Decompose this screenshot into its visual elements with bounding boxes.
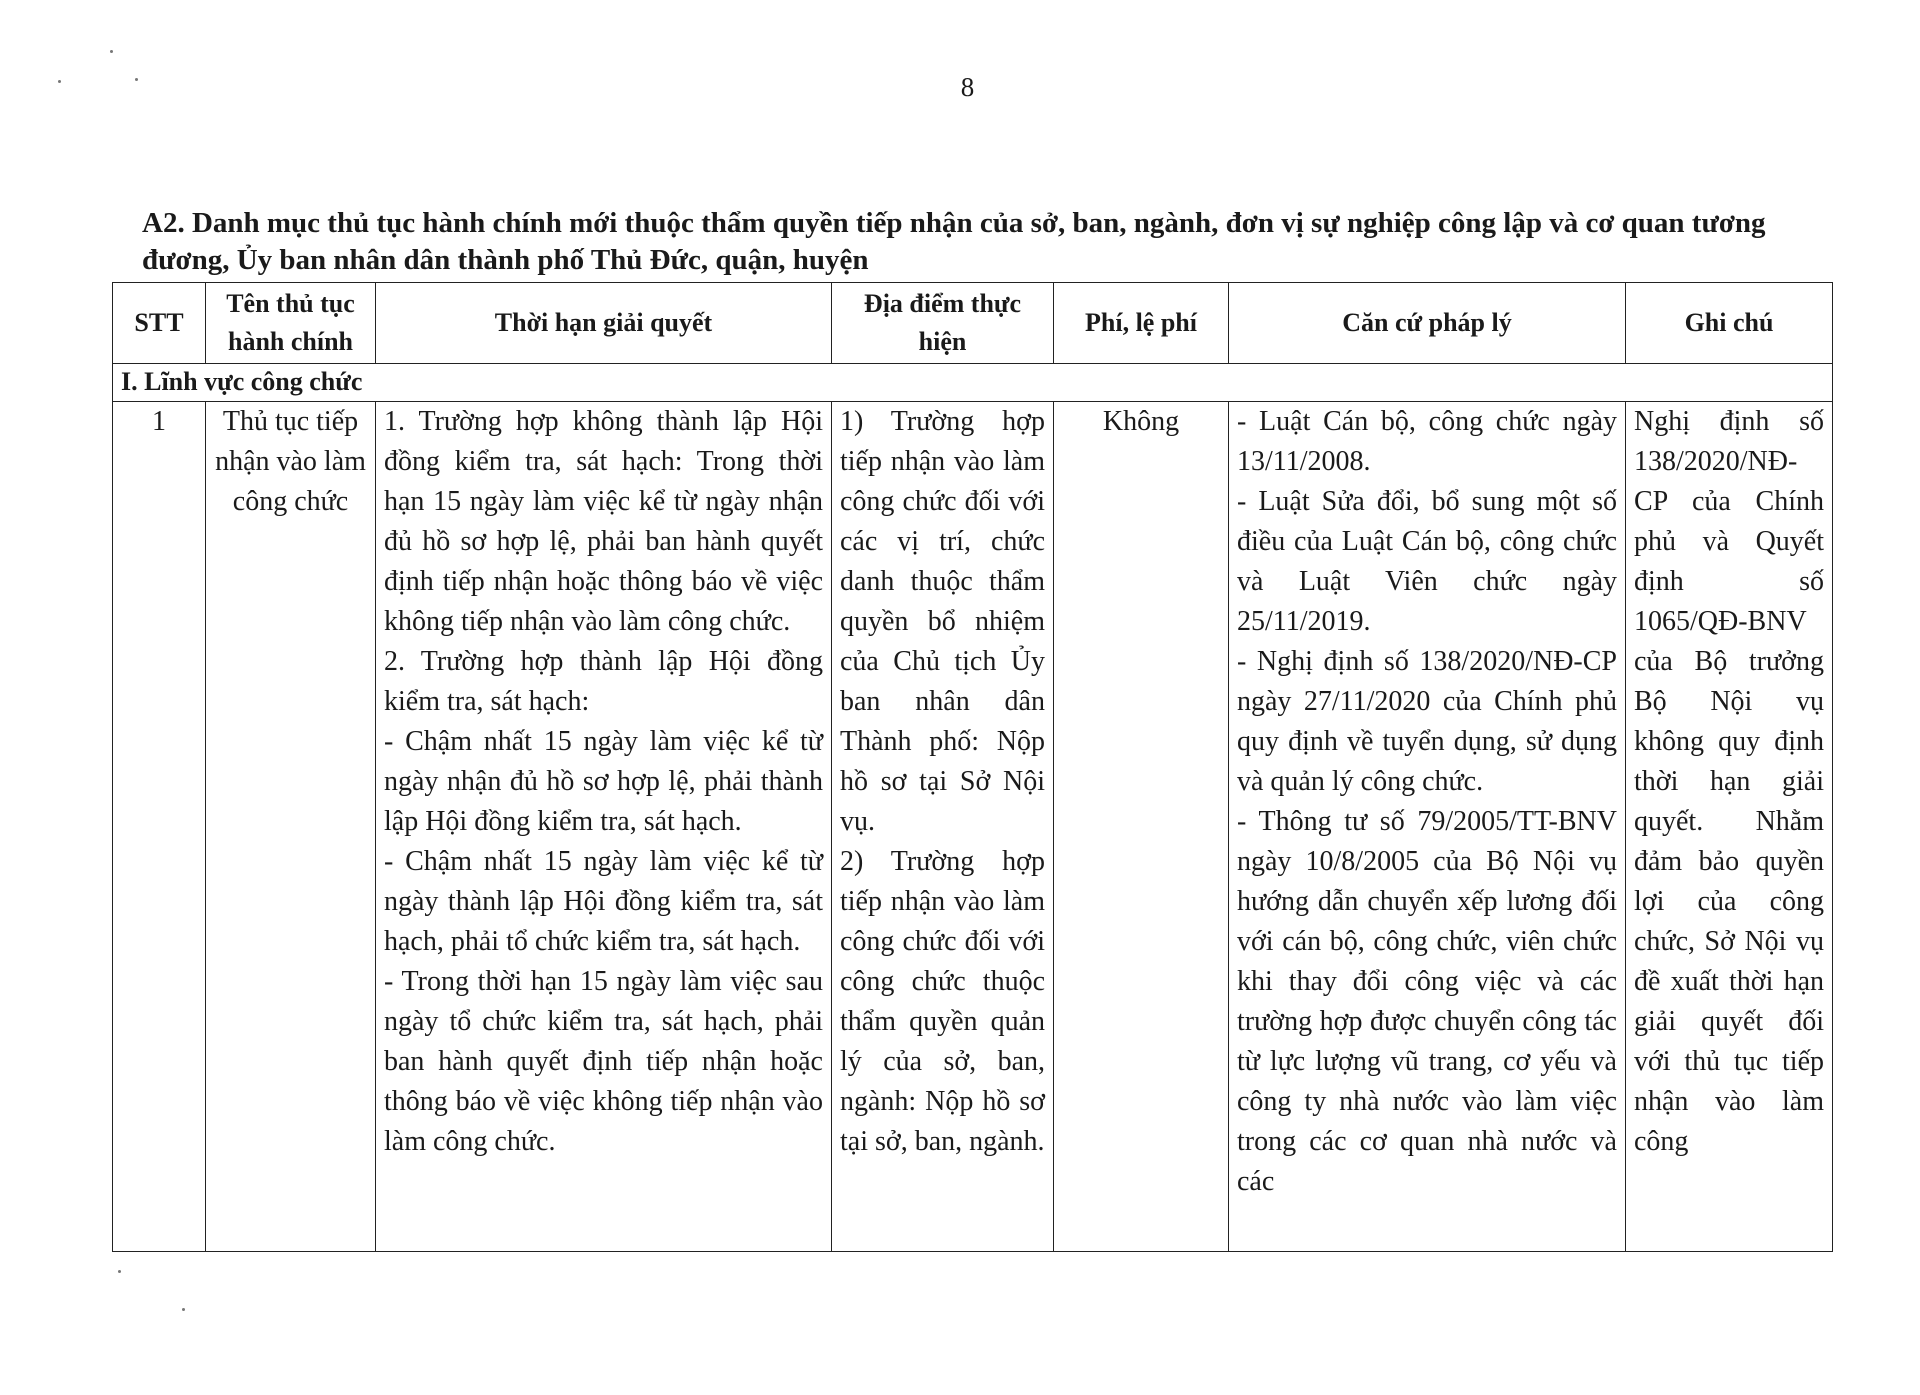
scan-speck	[182, 1308, 185, 1311]
can-cu-paragraph: - Thông tư số 79/2005/TT-BNV ngày 10/8/2005 của Bộ Nội vụ hướng dẫn chuyển xếp lương đối với cán bộ, công chức, viên chức khi thay đổi công việc và các trường hợp được chuyển công tác từ lực lượng vũ trang, cơ yếu và công ty nhà nước vào làm việc trong các cơ quan nhà nước và các	[1237, 806, 1617, 1197]
header-dia-diem: Địa điểm thực hiện	[832, 283, 1054, 364]
thoi-han-paragraph: - Trong thời hạn 15 ngày làm việc sau ngày tổ chức kiểm tra, sát hạch, phải ban hành quyết định tiếp nhận hoặc thông báo về việc không tiếp nhận vào làm công chức.	[384, 966, 823, 1157]
scan-speck	[110, 50, 113, 53]
cell-dia-diem	[832, 402, 1054, 1252]
dia-diem-paragraph: 1) Trường hợp tiếp nhận vào làm công chức đối với các vị trí, chức danh thuộc thẩm quyền bổ nhiệm của Chủ tịch Ủy ban nhân dân Thành phố: Nộp hồ sơ tại Sở Nội vụ.	[840, 406, 1045, 837]
table-row	[113, 402, 1833, 1252]
scan-speck	[58, 80, 61, 83]
header-phi-le-phi: Phí, lệ phí	[1054, 283, 1229, 364]
thoi-han-paragraph: - Chậm nhất 15 ngày làm việc kể từ ngày nhận đủ hồ sơ hợp lệ, phải thành lập Hội đồng kiểm tra, sát hạch.	[384, 726, 823, 837]
dia-diem-paragraph: 2) Trường hợp tiếp nhận vào làm công chức đối với công chức thuộc thẩm quyền quản lý của sở, ban, ngành: Nộp hồ sơ tại sở, ban, ngành.	[840, 846, 1045, 1157]
cell-ten-thu-tuc: Thủ tục tiếp nhận vào làm công chức	[206, 402, 376, 1252]
scan-speck	[118, 1270, 121, 1273]
header-can-cu-phap-ly: Căn cứ pháp lý	[1229, 283, 1626, 364]
header-ghi-chu: Ghi chú	[1626, 283, 1833, 364]
scan-speck	[135, 78, 138, 81]
can-cu-paragraph: - Luật Cán bộ, công chức ngày 13/11/2008.	[1237, 406, 1617, 477]
page-number: 8	[960, 72, 975, 102]
section-row	[113, 364, 1833, 402]
cell-phi-le-phi: Không	[1054, 402, 1229, 1252]
section-label: I. Lĩnh vực công chức	[113, 364, 1833, 402]
cell-ghi-chu: Nghị định số 138/2020/NĐ-CP của Chính phủ và Quyết định số 1065/QĐ-BNV của Bộ trưởng Bộ Nội vụ không quy định thời hạn giải quyết. Nhằm đảm bảo quyền lợi của công chức, Sở Nội vụ đề xuất thời hạn giải quyết đối với thủ tục tiếp nhận vào làm công	[1626, 402, 1833, 1252]
section-title: A2. Danh mục thủ tục hành chính mới thuộc thẩm quyền tiếp nhận của sở, ban, ngành, đơn vị sự nghiệp công lập và cơ quan tương đương, Ủy ban nhân dân thành phố Thủ Đức, quận, huyện	[142, 207, 1766, 276]
header-ten-thu-tuc: Tên thủ tục hành chính	[206, 283, 376, 364]
can-cu-paragraph: - Luật Sửa đổi, bổ sung một số điều của Luật Cán bộ, công chức và Luật Viên chức ngày 25/11/2019.	[1237, 486, 1617, 637]
cell-stt: 1	[113, 402, 206, 1252]
cell-can-cu-phap-ly	[1229, 402, 1626, 1252]
thoi-han-paragraph: 1. Trường hợp không thành lập Hội đồng kiểm tra, sát hạch: Trong thời hạn 15 ngày làm việc kể từ ngày nhận đủ hồ sơ hợp lệ, phải ban hành quyết định tiếp nhận hoặc thông báo về việc không tiếp nhận vào làm công chức.	[384, 406, 823, 637]
cell-thoi-han	[376, 402, 832, 1252]
table-header-row	[113, 283, 1833, 364]
thoi-han-paragraph: 2. Trường hợp thành lập Hội đồng kiểm tra, sát hạch:	[384, 646, 823, 717]
procedures-table	[112, 282, 1833, 1252]
thoi-han-paragraph: - Chậm nhất 15 ngày làm việc kể từ ngày thành lập Hội đồng kiểm tra, sát hạch, phải tổ chức kiểm tra, sát hạch.	[384, 846, 823, 957]
header-thoi-han: Thời hạn giải quyết	[376, 283, 832, 364]
header-stt: STT	[113, 283, 206, 364]
can-cu-paragraph: - Nghị định số 138/2020/NĐ-CP ngày 27/11/2020 của Chính phủ quy định về tuyển dụng, sử dụng và quản lý công chức.	[1237, 646, 1617, 797]
